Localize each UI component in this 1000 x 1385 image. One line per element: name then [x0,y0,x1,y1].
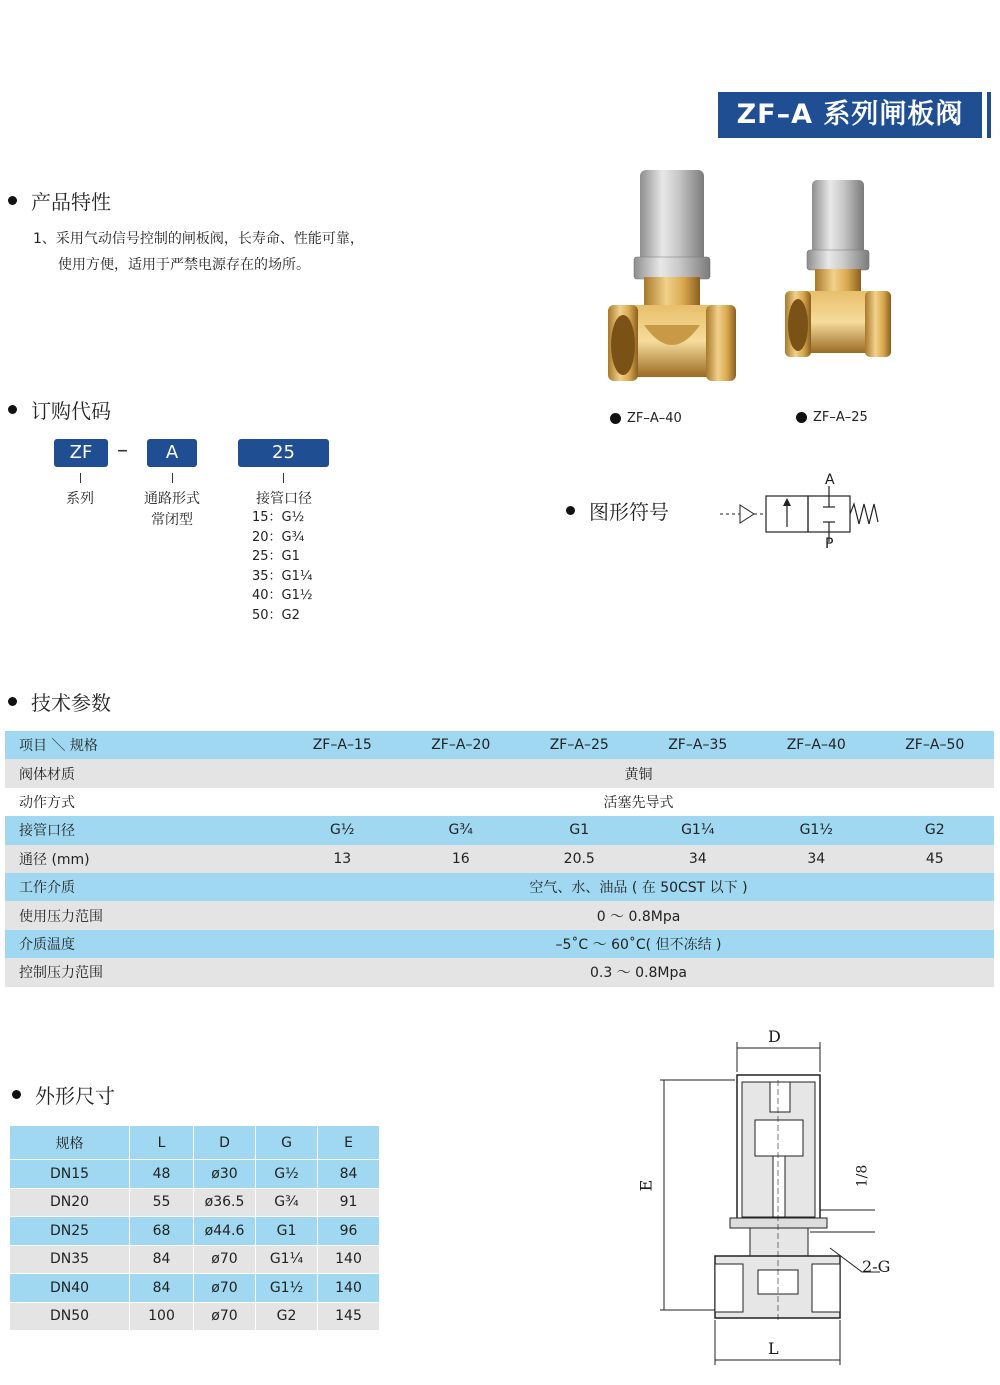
row-cell: G½ [283,816,402,844]
cell: DN50 [10,1302,130,1331]
dims-table [9,1125,380,1331]
size-item: 15：G½ [252,510,305,525]
bullet-icon [12,1090,21,1099]
row-cell: 45 [876,845,995,873]
table-header-row [10,1126,380,1160]
row-value: 空气、水、油品 ( 在 50CST 以下 ) [283,873,994,901]
features-line-1: 1、采用气动信号控制的闸板阀，长寿命、性能可靠， [33,231,364,247]
code-tick [283,473,284,483]
product-zf-a-40-image [608,170,736,381]
table-row [5,930,994,958]
table-row [5,873,994,901]
bullet-icon [8,196,17,205]
row-cell: G1¼ [639,816,758,844]
cell: ø30 [194,1160,256,1189]
product-caption-1-text: ZF–A–40 [627,411,682,426]
bullet-icon [610,413,621,424]
row-cell: G1½ [757,816,876,844]
cell: DN35 [10,1245,130,1274]
symbol-heading [566,496,669,525]
code-tick [80,473,81,483]
row-value: –5˚C ～ 60˚C( 但不冻结 ) [283,930,994,958]
row-label: 动作方式 [5,788,283,816]
cell: G¾ [256,1188,318,1217]
product-caption-1 [610,411,682,426]
series-label: 系列 [66,491,94,507]
row-cell: 16 [402,845,521,873]
dim-label-port: 1/8 [854,1164,871,1188]
product-caption-2 [796,410,868,425]
type-label: 通路形式 [144,491,200,507]
table-header-label: 项目 ＼ 规格 [5,731,283,759]
cell: DN20 [10,1188,130,1217]
dim-label-e: E [636,1179,656,1192]
dims-heading-text: 外形尺寸 [35,1084,115,1108]
order-code-heading-text: 订购代码 [31,399,111,423]
row-label: 通径 (mm) [5,845,283,873]
row-value: 活塞先导式 [283,788,994,816]
tech-heading [8,687,111,716]
cell: ø36.5 [194,1188,256,1217]
row-value: 0 ～ 0.8Mpa [283,901,994,929]
row-label: 接管口径 [5,816,283,844]
size-label: 接管口径 [256,491,312,507]
cell: ø70 [194,1245,256,1274]
table-row [10,1245,380,1274]
tech-params-table [5,731,994,987]
features-heading-text: 产品特性 [31,190,111,214]
dimension-drawing [630,1020,910,1375]
cell: 55 [130,1188,194,1217]
col-header: 规格 [10,1126,130,1160]
row-cell: G2 [876,816,995,844]
size-item: 40：G1½ [252,588,313,603]
col-header: L [130,1126,194,1160]
cell: 48 [130,1160,194,1189]
table-header-row [5,731,994,759]
symbol-heading-text: 图形符号 [589,500,669,524]
model-header: ZF–A–20 [402,731,521,759]
cell: ø70 [194,1274,256,1303]
bullet-icon [566,506,575,515]
size-item: 25：G1 [252,549,300,564]
title-accent-stripe [987,92,991,138]
col-header: E [318,1126,380,1160]
code-dash: – [117,438,128,463]
cell: G1¼ [256,1245,318,1274]
product-zf-a-25-image [785,180,891,357]
dim-label-g: 2-G [862,1257,891,1276]
table-row [10,1188,380,1217]
dim-label-l: L [768,1339,779,1358]
row-cell: G1 [520,816,639,844]
bullet-icon [796,412,807,423]
size-item: 50：G2 [252,607,300,623]
cell: 84 [130,1245,194,1274]
table-row [10,1217,380,1246]
code-box-type: A [147,439,197,467]
table-row [5,958,994,986]
cell: DN40 [10,1274,130,1303]
cell: 91 [318,1188,380,1217]
cell: DN15 [10,1160,130,1189]
size-item: 20：G¾ [252,529,305,545]
port-p-label: P [825,536,834,552]
row-cell: 34 [639,845,758,873]
col-header: D [194,1126,256,1160]
row-label: 阀体材质 [5,759,283,787]
page-title: ZF–A 系列闸板阀 [718,92,982,138]
valve-symbol-diagram [718,472,888,557]
code-tick [172,473,173,483]
row-label: 介质温度 [5,930,283,958]
order-code-heading [8,395,111,424]
row-cell: 13 [283,845,402,873]
product-caption-2-text: ZF–A–25 [813,410,868,425]
features-heading [8,186,111,215]
cell: ø70 [194,1302,256,1331]
cell: 140 [318,1245,380,1274]
cell: ø44.6 [194,1217,256,1246]
type-sublabel: 常闭型 [151,512,193,528]
cell: G2 [256,1302,318,1331]
cell: 145 [318,1302,380,1331]
cell: 140 [318,1274,380,1303]
cell: 100 [130,1302,194,1331]
row-label: 使用压力范围 [5,901,283,929]
model-header: ZF–A–40 [757,731,876,759]
model-header: ZF–A–35 [639,731,758,759]
table-row [10,1302,380,1331]
table-row [10,1160,380,1189]
table-row [5,759,994,787]
bullet-icon [8,405,17,414]
row-cell: 20.5 [520,845,639,873]
row-cell: 34 [757,845,876,873]
code-box-size: 25 [238,439,329,467]
product-photos [600,165,900,395]
cell: G1 [256,1217,318,1246]
table-row [5,816,994,844]
model-header: ZF–A–50 [876,731,995,759]
model-header: ZF–A–15 [283,731,402,759]
cell: G1½ [256,1274,318,1303]
row-value: 0.3 ～ 0.8Mpa [283,958,994,986]
row-value: 黄铜 [283,759,994,787]
cell: DN25 [10,1217,130,1246]
table-row [5,845,994,873]
port-a-label: A [825,472,835,488]
model-header: ZF–A–25 [520,731,639,759]
cell: 84 [130,1274,194,1303]
cell: 68 [130,1217,194,1246]
size-item: 35：G1¼ [252,568,313,584]
row-label: 工作介质 [5,873,283,901]
tech-heading-text: 技术参数 [31,691,111,715]
cell: 84 [318,1160,380,1189]
bullet-icon [8,697,17,706]
row-label: 控制压力范围 [5,958,283,986]
features-line-2: 使用方便，适用于严禁电源存在的场所。 [58,257,310,273]
table-row [5,901,994,929]
cell: 96 [318,1217,380,1246]
cell: G½ [256,1160,318,1189]
code-box-series: ZF [54,439,108,467]
table-row [5,788,994,816]
size-list [252,508,313,625]
dims-heading [12,1080,115,1109]
col-header: G [256,1126,318,1160]
row-cell: G¾ [402,816,521,844]
dim-label-d: D [768,1027,781,1046]
table-row [10,1274,380,1303]
